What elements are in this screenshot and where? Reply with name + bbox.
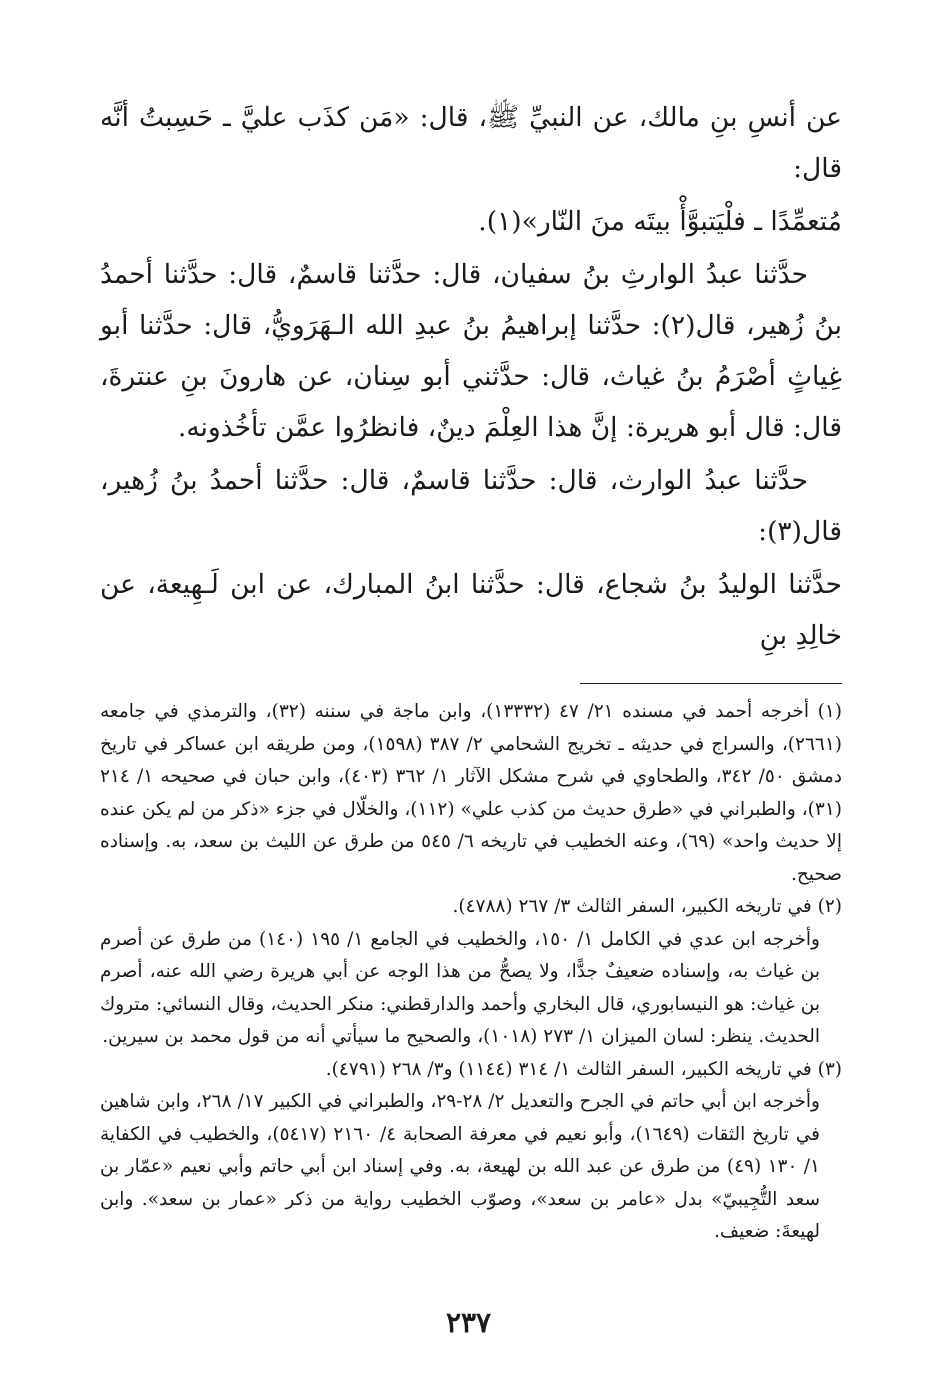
footnote-2-detail: وأخرجه ابن عدي في الكامل ١/ ١٥٠، والخطيب في الجامع ١/ ١٩٥ (١٤٠) من طرق عن أصرم بن غياث به، وإسناده ضعيفٌ جدًّا، ولا يصحُّ من هذا الوجه عن أبي هريرة رضي الله عنه، أصرم بن غياث: هو النيسابوري، قال البخاري وأحمد والدارقطني: منكر الحديث، وقال النسائي: متروك الحديث. ينظر: لسان الميزان ١/ ٢٧٣ (١٠١٨)، والصحيح ما سيأتي أنه من قول محمد بن سيرين. — [100, 928, 820, 1047]
footnotes — [100, 696, 842, 1249]
page — [100, 92, 842, 1249]
main-text — [100, 92, 842, 661]
footnote-2: (٢) في تاريخه الكبير، السفر الثالث ٣/ ٢٦٧ (٤٧٨٨). — [452, 896, 842, 917]
body-line-3: حدَّثنا عبدُ الوارث، قال: حدَّثنا قاسمٌ، قال: حدَّثنا أحمدُ بنُ زُهير، قال(٣): — [100, 465, 842, 547]
body-line-4: حدَّثنا الوليدُ بنُ شجاع، قال: حدَّثنا ابنُ المبارك، عن ابن لَـهِيعة، عن خالِدِ بنِ — [100, 569, 842, 651]
footnote-3: (٣) في تاريخه الكبير، السفر الثالث ١/ ٣١٤ (١١٤٤) و٣/ ٢٦٨ (٤٧٩١). — [325, 1058, 842, 1080]
footnote-1: (١) أخرجه أحمد في مسنده ٢١/ ٤٧ (١٣٣٣٢)، وابن ماجة في سننه (٣٢)، والترمذي في جامعه (٢٦٦١)، والسراج في حديثه ـ تخريج الشحامي ٢/ ٣٨٧ (١٥٩٨)، ومن طريقه ابن عساكر في تاريخ دمشق ٥٠/ ٣٤٢، والطحاوي في شرح مشكل الآثار ١/ ٣٦٢ (٤٠٣)، وابن حبان في صحيحه ١/ ٢١٤ (٣١)، والطبراني في «طرق حديث من كذب علي» (١١٢)، والخلّال في جزء «ذكر من لم يكن عنده إلا حديث واحد» (٦٩)، وعنه الخطيب في تاريخه ٦/ ٥٤٥ من طرق عن الليث بن سعد، به. وإسناده صحيح. — [100, 701, 843, 885]
body-paragraph-2: حدَّثنا عبدُ الوارثِ بنُ سفيان، قال: حدَّثنا قاسمٌ، قال: حدَّثنا أحمدُ بنُ زُهير، قال(٢): حدَّثنا إبراهيمُ بنُ عبدِ الله الـهَرَويُّ، قال: حدَّثنا أبو غِياثٍ أصْرَمُ بنُ غياث، قال: حدَّثني أبو سِنان، عن هارونَ بنِ عنترةَ، قال: قال أبو هريرة: إنَّ هذا العِلْمَ دينٌ، فانظرُوا عمَّن تأخُذونه. — [100, 259, 842, 443]
body-line-2: مُتعمِّدًا ـ فلْيَتبوَّأْ بيتَه منَ النّار»(١). — [478, 206, 842, 237]
body-line-1: عن أنسِ بنِ مالك، عن النبيِّ ﷺ، قال: «مَن كذَب عليَّ ـ حَسِبتُ أنَّه قال: — [100, 102, 842, 184]
footnote-separator — [580, 683, 842, 684]
footnote-3-detail: وأخرجه ابن أبي حاتم في الجرح والتعديل ٢/ ٢٨-٢٩، والطبراني في الكبير ١٧/ ٢٦٨، وابن شاهين في تاريخ الثقات (١٦٤٩)، وأبو نعيم في معرفة الصحابة ٤/ ٢١٦٠ (٥٤١٧)، والخطيب في الكفاية ١/ ١٣٠ (٤٩) من طرق عن عبد الله بن لهيعة، به. وفي إسناد ابن أبي حاتم وأبي نعيم «عمّار بن سعد التُّجِيبيّ» بدل «عامر بن سعد»، وصوّب الخطيب رواية من ذكر «عمار بن سعد». وابن لهيعةَ: ضعيف. — [100, 1091, 820, 1242]
page-number: ٢٣٧ — [445, 1306, 492, 1339]
